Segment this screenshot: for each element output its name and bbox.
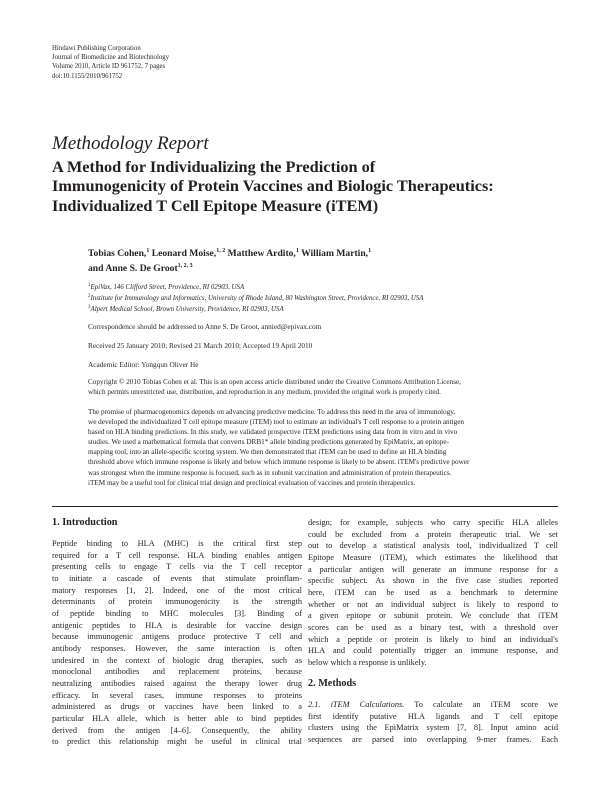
abstract-line: was strongest when the immune response is focused, such as in subunit vaccination and administration of protein therapeutics.: [88, 468, 452, 477]
subsection-label: 2.1. iTEM Calculations.: [308, 700, 405, 709]
volume-info: Volume 2010, Article ID 961752, 7 pages: [52, 63, 166, 71]
body-line: particular HLA allele, which is better able to bind peptides: [52, 713, 302, 723]
author-line: [88, 261, 558, 276]
affiliation-text: Alpert Medical School, Brown University, Providence, RI 02903, USA: [90, 306, 284, 313]
body-text: To calculate an iTEM score we: [404, 700, 558, 709]
body-line: efficacy. In several cases, immune responses to proteins: [52, 690, 302, 700]
abstract: [88, 407, 558, 488]
author-sup: 1: [368, 248, 372, 254]
abstract-line: mapping tool, into an allele-specific scoring system. We then demonstrated that iTEM can be used to define an HLA binding: [88, 448, 447, 457]
article-title: [52, 157, 572, 215]
body-line: administered as drugs or vaccines have been linked to a: [52, 702, 302, 712]
body-line: below which a response is unlikely.: [308, 657, 427, 667]
title-line: A Method for Individualizing the Prediction of: [52, 157, 376, 176]
article-dates: Received 25 January 2010; Revised 21 March 2010; Accepted 19 April 2010: [88, 341, 313, 350]
body-line: presenting cells to engage T cells via the T cell receptor: [52, 562, 302, 572]
author-name: Leonard Moise,: [151, 248, 217, 259]
academic-editor: Academic Editor: Yongqun Oliver He: [88, 360, 199, 369]
body-line: first identify putative HLA ligands and T cell epitope: [308, 711, 558, 721]
body-line: HLA and could potentially trigger an immune response, and: [308, 646, 558, 656]
affiliation-text: EpiVax, 146 Clifford Street, Providence, RI 02903, USA: [90, 284, 245, 291]
methods-body: [308, 699, 558, 746]
author-sup: 1: [146, 248, 150, 254]
body-line: determinants of protein immunogenicity is the strength: [52, 597, 302, 607]
section-divider: [52, 506, 558, 507]
author-name: Matthew Ardito,: [227, 248, 296, 259]
body-line: here, iTEM can be used as a benchmark to determine: [308, 587, 558, 597]
abstract-line: The promise of pharmacogenomics depends on advancing predictive medicine. To address this need in the area of immunology,: [88, 408, 456, 416]
correspondence: Correspondence should be addressed to Anne S. De Groot, annied@epivax.com: [88, 322, 322, 331]
body-line: of peptide binding to MHC molecules [3]. Binding of: [52, 608, 302, 618]
body-line: [308, 699, 558, 711]
body-line: Epitope Measure (iTEM), which estimates the likelihood that: [308, 552, 558, 562]
copyright-line: Copyright © 2010 Tobias Cohen et al. This is an open access article distributed under the Creative Commons Attribution License,: [88, 378, 461, 386]
author-name: Tobias Cohen,: [88, 248, 147, 259]
introduction-body: [52, 538, 302, 748]
body-line: monoclonal antibodies and replacement proteins, because: [52, 667, 302, 677]
body-line: antibody responses. However, the same interaction is often: [52, 643, 302, 653]
body-line: specific subject. As shown in the five case studies reported: [308, 576, 558, 586]
author-line: [88, 246, 558, 261]
abstract-line: based on HLA binding predictions. In this study, we validated prospective iTEM predictions using data from in vitro and in vivo: [88, 428, 458, 437]
affiliation: [88, 304, 558, 315]
journal-name: Journal of Biomedicine and Biotechnology: [52, 54, 170, 62]
author-sup: 1, 2: [216, 248, 226, 254]
copyright-line: which permits unrestricted use, distribution, and reproduction in any medium, provided the original work is properly cited.: [88, 388, 441, 397]
affiliation-sup: 2: [88, 294, 91, 299]
abstract-line: we developed the individualized T cell epitope measure (iTEM) tool to estimate an individual's T cell response to a protein antigen: [88, 418, 465, 427]
article-type: Methodology Report: [52, 133, 209, 154]
body-line: derived from the antigen [4–6]. Consequently, the ability: [52, 725, 302, 735]
body-line: sequences are parsed into overlapping 9-mer frames. Each: [308, 734, 558, 744]
body-line: neutralizing antibodies raised against the therapy lower drug: [52, 678, 302, 688]
body-line: to initiate a cascade of events that stimulate proinflam-: [52, 573, 302, 583]
affiliation-sup: 3: [88, 305, 91, 310]
body-line: antigenic peptides to HLA is desirable for vaccine design: [52, 620, 302, 630]
body-line: matory responses [1, 2]. Indeed, one of the most critical: [52, 585, 302, 595]
affiliation: [88, 282, 558, 293]
body-line: undesired in the context of biologic drug therapies, such as: [52, 655, 302, 665]
author-sup: 1: [295, 248, 299, 254]
author-name: and Anne S. De Groot: [88, 263, 178, 275]
body-line: a particular antigen will generate an immune response for a: [308, 564, 558, 574]
abstract-line: studies. We used a mathematical formula that converts DRB1* allele binding predictions generated by EpiMatrix, an epitope-: [88, 438, 449, 447]
copyright-notice: [88, 377, 558, 397]
title-line: Immunogenicity of Protein Vaccines and Biologic Therapeutics:: [52, 176, 494, 196]
methods-heading: 2. Methods: [308, 678, 357, 689]
affiliations: [88, 282, 558, 315]
abstract-line: iTEM may be a useful tool for clinical trial design and preclinical evaluation of vaccines and protein therapeutics.: [88, 478, 416, 487]
doi: doi:10.1155/2010/961752: [52, 72, 123, 80]
body-line: to predict this relationship might be useful in clinical trial: [52, 737, 302, 747]
abstract-line: threshold above which immune response is likely and below which immune response is likely to be absent. iTEM's predictive power: [88, 458, 470, 467]
author-list: [88, 246, 558, 276]
journal-header: [52, 44, 352, 81]
body-line: a given epitope or subunit protein. We conclude that iTEM: [308, 611, 558, 621]
body-line: design; for example, subjects who carry specific HLA alleles: [308, 518, 558, 527]
body-line: whether or not an individual subject is likely to respond to: [308, 599, 558, 609]
author-sup: 1, 2, 3: [177, 263, 193, 270]
body-line: could be excluded from a protein therapeutic trial. We set: [308, 529, 558, 539]
publisher: Hindawi Publishing Corporation: [52, 45, 141, 52]
body-line: out to develop a statistical analysis tool, individualized T cell: [308, 541, 558, 551]
body-line: which a peptide or protein is likely to bind an individual's: [308, 634, 558, 644]
introduction-body-continued: [308, 517, 558, 669]
affiliation: [88, 293, 558, 304]
body-line: clusters using the EpiMatrix system [7, 8]. Input amino acid: [308, 723, 558, 733]
body-line: Peptide binding to HLA (MHC) is the critical first step: [52, 539, 302, 548]
author-name: William Martin,: [301, 248, 369, 259]
body-line: because immunogenic antigens produce protective T cell and: [52, 632, 302, 642]
body-line: scores can be used as a binary test, with a threshold over: [308, 622, 558, 632]
affiliation-sup: 1: [88, 283, 91, 288]
introduction-heading: 1. Introduction: [52, 517, 118, 528]
title-line: Individualized T Cell Epitope Measure (iTEM): [52, 195, 379, 215]
affiliation-text: Institute for Immunology and Informatics, University of Rhode Island, 80 Washington Street, Providence, RI 02903, USA: [90, 295, 424, 302]
body-line: required for a T cell response. HLA binding enables antigen: [52, 550, 302, 560]
